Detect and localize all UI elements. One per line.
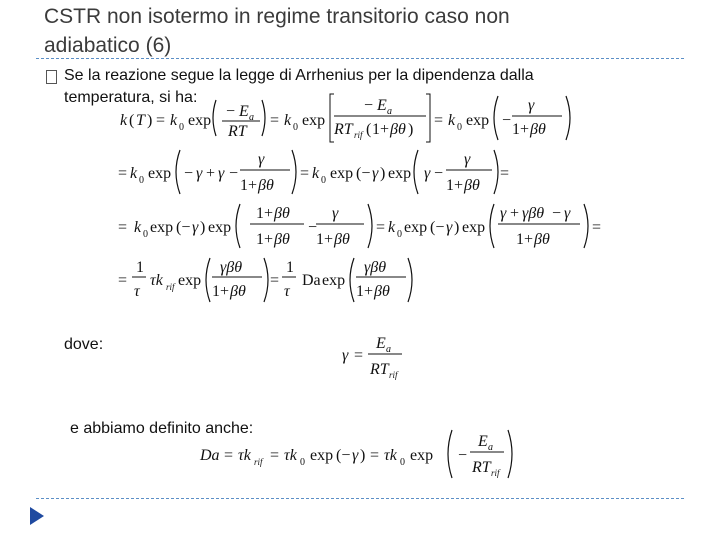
label-dove: dove:	[64, 336, 104, 353]
svg-text:0: 0	[143, 229, 148, 240]
svg-text:RT: RT	[370, 361, 389, 378]
svg-text:0: 0	[179, 122, 184, 133]
svg-text:RT: RT	[472, 459, 491, 476]
svg-text:γβθ: γβθ	[220, 259, 243, 276]
svg-text:1: 1	[136, 259, 144, 276]
svg-text:=: =	[118, 272, 128, 289]
svg-text:γ: γ	[446, 219, 453, 236]
svg-text:=: =	[270, 272, 280, 289]
svg-text:0: 0	[397, 229, 402, 240]
svg-text:exp: exp	[404, 219, 428, 236]
svg-text:): )	[454, 219, 460, 236]
svg-text:E: E	[376, 335, 386, 352]
svg-text:1: 1	[286, 259, 294, 276]
svg-text:=: =	[376, 219, 386, 236]
title-line-1: CSTR non isotermo in regime transitorio caso non	[44, 5, 510, 28]
svg-text:−: −	[502, 112, 512, 129]
svg-text:τk: τk	[150, 272, 163, 289]
svg-text:τk: τk	[284, 447, 297, 464]
svg-text:=: =	[270, 447, 280, 464]
svg-text:Da: Da	[200, 447, 220, 464]
svg-text:=: =	[370, 447, 380, 464]
svg-text:(: (	[366, 121, 372, 138]
svg-text:=: =	[592, 219, 602, 236]
svg-text:a: a	[386, 344, 391, 355]
svg-text:=: =	[300, 165, 310, 182]
svg-text:τ: τ	[134, 283, 140, 300]
svg-text:1+: 1+	[446, 177, 464, 194]
svg-text:E: E	[239, 103, 249, 120]
svg-text:−: −	[226, 103, 236, 120]
svg-text:Da: Da	[302, 272, 321, 289]
svg-text:τk: τk	[384, 447, 397, 464]
svg-text:k: k	[120, 112, 128, 129]
svg-text:βθ: βθ	[334, 231, 350, 248]
svg-text:rif: rif	[389, 370, 398, 380]
svg-text:−: −	[308, 219, 318, 236]
svg-text:0: 0	[293, 122, 298, 133]
svg-text:1+: 1+	[256, 231, 274, 248]
svg-text:−: −	[458, 447, 468, 464]
svg-text:exp: exp	[188, 112, 212, 129]
svg-text:βθ: βθ	[534, 231, 550, 248]
svg-text:): )	[147, 112, 153, 129]
svg-text:βθ: βθ	[230, 283, 246, 300]
svg-text:+: +	[510, 205, 520, 222]
svg-text:k: k	[284, 112, 292, 129]
title-line-2: adiabatico (6)	[44, 34, 172, 57]
svg-text:γ: γ	[500, 205, 507, 222]
svg-text:rif: rif	[354, 130, 363, 140]
svg-text:RT: RT	[334, 121, 353, 138]
svg-text:γ: γ	[192, 219, 199, 236]
svg-text:k: k	[448, 112, 456, 129]
svg-text:k: k	[130, 165, 138, 182]
svg-text:(−: (−	[336, 447, 351, 464]
svg-text:1+: 1+	[356, 283, 374, 300]
label-definito: e abbiamo definito anche:	[70, 420, 254, 437]
svg-text:−: −	[184, 165, 194, 182]
triangle-right-icon[interactable]	[30, 507, 44, 525]
svg-text:(−: (−	[356, 165, 371, 182]
svg-text:γ: γ	[464, 151, 471, 168]
svg-text:exp: exp	[208, 219, 232, 236]
bullet-line-2: temperatura, si ha:	[64, 89, 198, 106]
svg-text:RT: RT	[228, 123, 247, 140]
svg-text:exp: exp	[310, 447, 334, 464]
svg-text:exp: exp	[388, 165, 412, 182]
bottom-divider	[36, 498, 684, 499]
svg-text:γ: γ	[424, 165, 431, 182]
svg-text:βθ: βθ	[258, 177, 274, 194]
svg-text:0: 0	[139, 175, 144, 186]
svg-text:γ: γ	[352, 447, 359, 464]
svg-text:γ: γ	[258, 151, 265, 168]
svg-text:): )	[360, 447, 366, 464]
svg-text:a: a	[488, 442, 493, 453]
svg-text:+: +	[206, 165, 216, 182]
svg-text:βθ: βθ	[274, 231, 290, 248]
svg-text:=: =	[224, 447, 234, 464]
svg-text:−: −	[229, 165, 239, 182]
svg-text:γ: γ	[372, 165, 379, 182]
svg-text:βθ: βθ	[464, 177, 480, 194]
svg-text:−: −	[434, 165, 444, 182]
svg-text:k: k	[134, 219, 142, 236]
svg-text:γ: γ	[218, 165, 225, 182]
svg-text:=: =	[354, 347, 364, 364]
svg-text:): )	[200, 219, 206, 236]
svg-text:βθ: βθ	[374, 283, 390, 300]
svg-text:1+: 1+	[516, 231, 534, 248]
svg-text:=: =	[118, 219, 128, 236]
svg-text:exp: exp	[150, 219, 174, 236]
svg-text:=: =	[434, 112, 444, 129]
svg-text:k: k	[312, 165, 320, 182]
svg-text:exp: exp	[410, 447, 434, 464]
svg-text:=: =	[156, 112, 166, 129]
svg-text:a: a	[249, 112, 254, 123]
svg-text:a: a	[387, 106, 392, 117]
bullet-line-1: Se la reazione segue la legge di Arrhenius per la dipendenza dalla	[64, 67, 534, 84]
svg-text:k: k	[170, 112, 178, 129]
svg-text:τk: τk	[238, 447, 251, 464]
svg-text:exp: exp	[466, 112, 490, 129]
svg-text:τ: τ	[284, 283, 290, 300]
svg-text:): )	[380, 165, 386, 182]
svg-text:E: E	[478, 433, 488, 450]
svg-text:exp: exp	[462, 219, 486, 236]
svg-text:γ: γ	[342, 347, 349, 364]
svg-text:exp: exp	[322, 272, 346, 289]
svg-text:βθ: βθ	[390, 121, 406, 138]
svg-text:βθ: βθ	[274, 205, 290, 222]
svg-text:γ: γ	[528, 97, 535, 114]
svg-text:0: 0	[300, 457, 305, 468]
svg-text:1+: 1+	[256, 205, 274, 222]
svg-text:1+: 1+	[372, 121, 390, 138]
svg-text:(: (	[129, 112, 135, 129]
svg-text:γ: γ	[332, 205, 339, 222]
svg-text:1+: 1+	[316, 231, 334, 248]
svg-text:0: 0	[321, 175, 326, 186]
svg-text:exp: exp	[148, 165, 172, 182]
svg-text:−: −	[552, 205, 562, 222]
svg-text:exp: exp	[178, 272, 202, 289]
svg-text:γβθ: γβθ	[364, 259, 387, 276]
svg-text:(−: (−	[176, 219, 191, 236]
svg-text:βθ: βθ	[530, 121, 546, 138]
svg-text:−: −	[364, 97, 374, 114]
svg-text:1+: 1+	[240, 177, 258, 194]
svg-text:1+: 1+	[512, 121, 530, 138]
svg-text:rif: rif	[166, 282, 175, 292]
svg-text:rif: rif	[254, 457, 263, 467]
svg-text:0: 0	[400, 457, 405, 468]
svg-text:): )	[408, 121, 414, 138]
svg-text:rif: rif	[491, 468, 500, 478]
svg-text:exp: exp	[330, 165, 354, 182]
svg-text:(−: (−	[430, 219, 445, 236]
svg-text:T: T	[136, 112, 145, 129]
svg-text:=: =	[500, 165, 510, 182]
svg-text:=: =	[270, 112, 280, 129]
svg-text:k: k	[388, 219, 396, 236]
svg-text:γ: γ	[196, 165, 203, 182]
svg-text:γ: γ	[564, 205, 571, 222]
svg-text:γβθ: γβθ	[522, 205, 545, 222]
svg-text:1+: 1+	[212, 283, 230, 300]
svg-text:=: =	[118, 165, 128, 182]
svg-text:0: 0	[457, 122, 462, 133]
svg-text:E: E	[377, 97, 387, 114]
svg-text:exp: exp	[302, 112, 326, 129]
